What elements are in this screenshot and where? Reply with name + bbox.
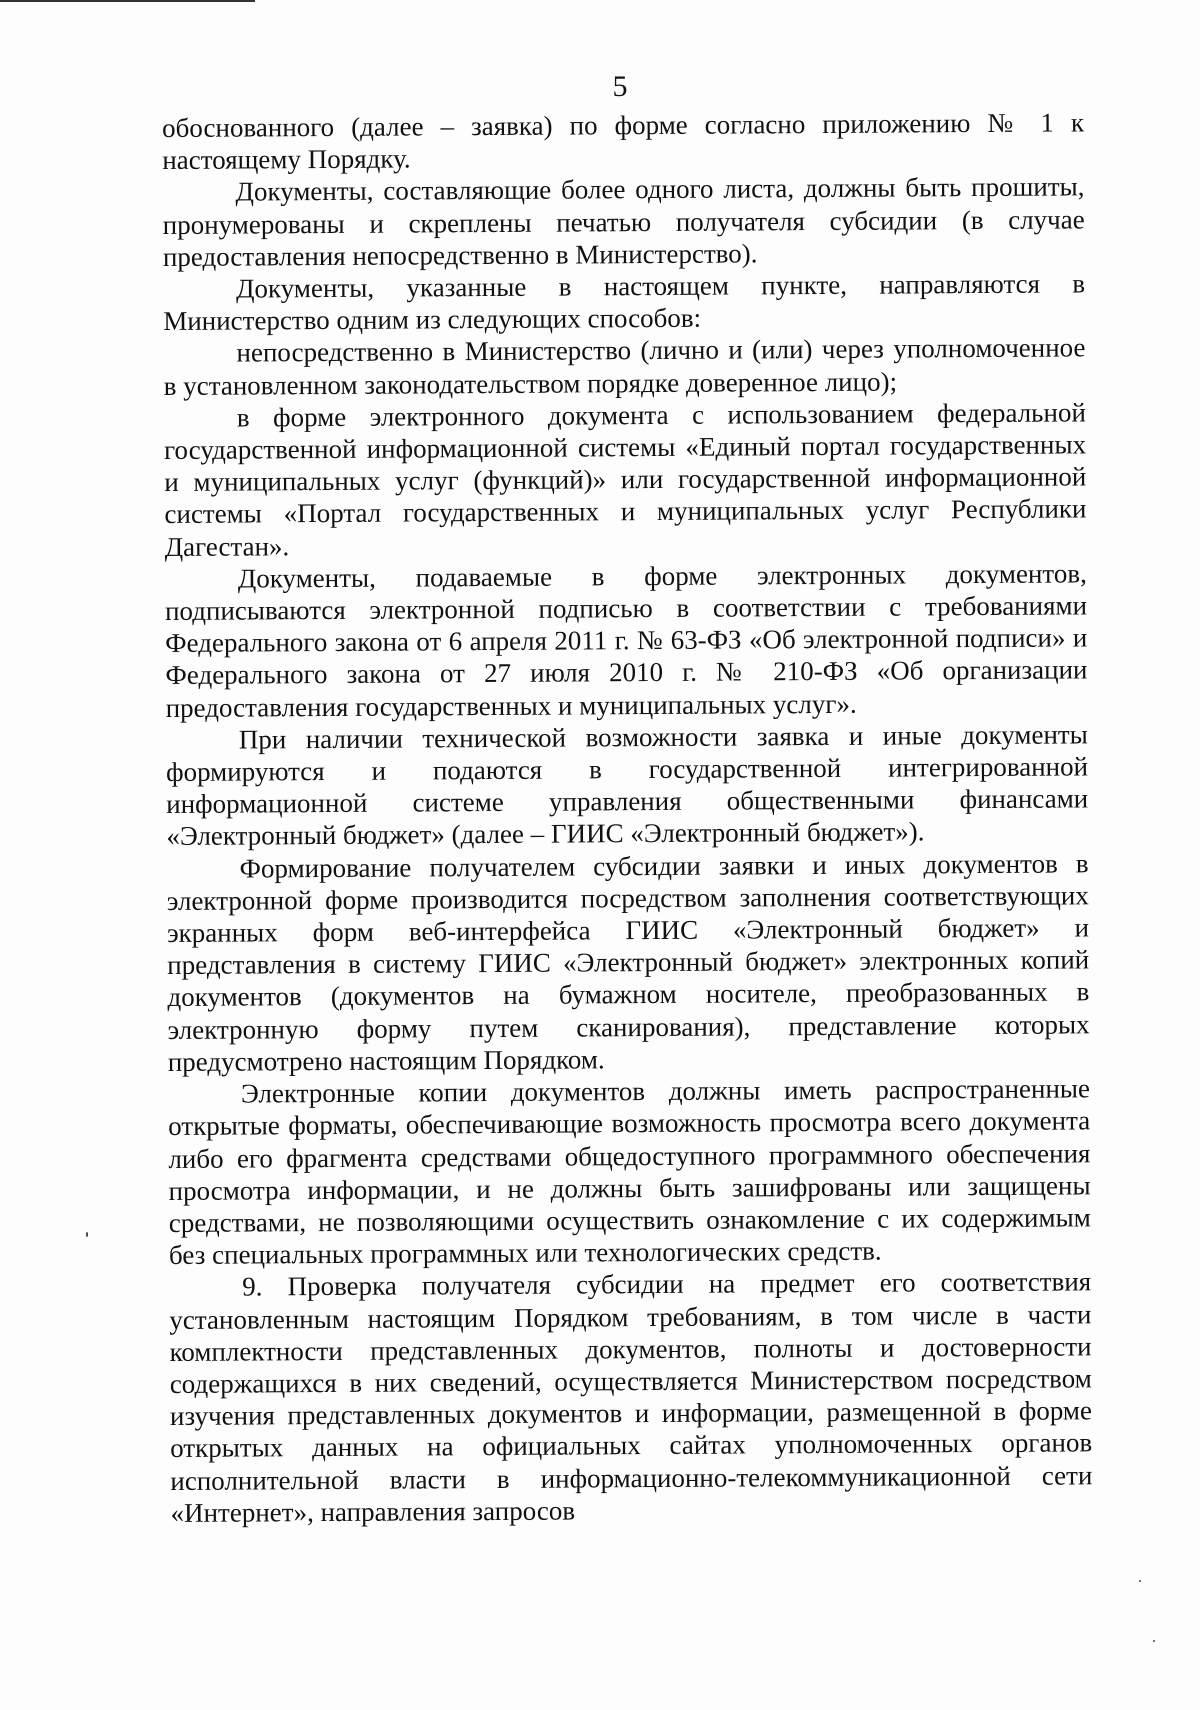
paragraph-5: в форме электронного документа с использованием федеральной государственной информационной системы «Единый портал государственных и муниципальных услуг (функций)» или государственной информационной системы «Портал государственных и муниципальных услуг Республики Дагестан». bbox=[163, 397, 1087, 562]
scan-edge-line bbox=[0, 0, 255, 2]
paragraph-3: Документы, указанные в настоящем пункте, направляются в Министерство одним из следующих способов: bbox=[163, 268, 1086, 337]
scan-speck bbox=[1139, 1580, 1141, 1582]
paragraph-6: Документы, подаваемые в форме электронных документов, подписываются электронной подписью в соответствии с требованиями Федерального закона от 6 апреля 2011 г. № 63-ФЗ «Об электронной подписи» и Федерального закона от 27 июля 2010 г. № 210-ФЗ «Об организации предоставления государственных и муниципальных услуг». bbox=[164, 558, 1088, 723]
paragraph-9: Электронные копии документов должны иметь распространенные открытые форматы, обеспечивающие возможность просмотра всего документа либо его фрагмента средствами общедоступного программного обеспечения просмотра информации, и не должны быть зашифрованы или защищены средствами, не позволяющими осуществить ознакомление с их содержимым без специальных программных или технологических средств. bbox=[168, 1073, 1091, 1271]
scan-speck bbox=[1153, 1640, 1155, 1642]
paragraph-10: 9. Проверка получателя субсидии на предмет его соответствия установленным настоящим Порядком требованиям, в том числе в части комплектности представленных документов, полноты и достоверности содержащихся в них сведений, осуществляется Министерством посредством изучения представленных документов и информации, размещенной в форме открытых данных на официальных сайтах уполномоченных органов исполнительной власти в информационно-телекоммуникационной сети «Интернет», направления запросов bbox=[169, 1266, 1093, 1528]
paragraph-4: непосредственно в Министерство (лично и (или) через уполномоченное в установленном законодательством порядке доверенное лицо); bbox=[163, 332, 1086, 401]
paragraph-2: Документы, составляющие более одного листа, должны быть прошиты, пронумерованы и скреплены печатью получателя субсидии (в случае предоставления непосредственно в Министерство). bbox=[162, 171, 1085, 272]
paragraph-1: обоснованного (далее – заявка) по форме согласно приложению № 1 к настоящему Порядку. bbox=[162, 107, 1085, 176]
document-body bbox=[162, 106, 1093, 1529]
paragraph-7: При наличии технической возможности заявка и иные документы формируются и подаются в государственной интегрированной информационной системе управления общественными финансами «Электронный бюджет» (далее – ГИИС «Электронный бюджет»). bbox=[165, 719, 1089, 852]
page-number: 5 bbox=[612, 70, 628, 103]
paragraph-8: Формирование получателем субсидии заявки и иных документов в электронной форме производится посредством заполнения соответствующих экранных форм веб-интерфейса ГИИС «Электронный бюджет» и представления в систему ГИИС «Электронный бюджет» электронных копий документов (документов на бумажном носителе, преобразованных в электронную форму путем сканирования), представление которых предусмотрено настоящим Порядком. bbox=[166, 848, 1090, 1077]
scan-speck bbox=[86, 1232, 88, 1237]
